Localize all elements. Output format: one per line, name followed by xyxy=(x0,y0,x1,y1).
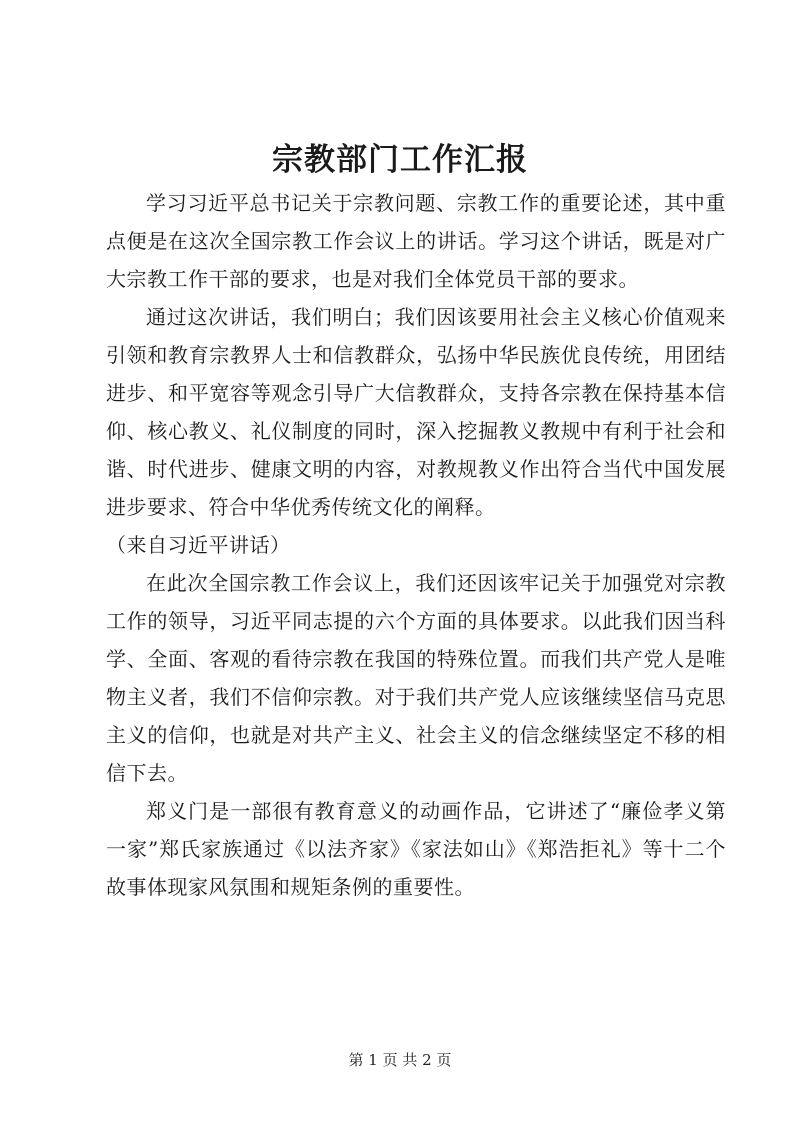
document-body xyxy=(106,184,726,906)
document-title: 宗教部门工作汇报 xyxy=(272,142,528,178)
paragraph-2: 通过这次讲话，我们明白；我们因该要用社会主义核心价值观来引领和教育宗教界人士和信教群众，弘扬中华民族优良传统，用团结进步、和平宽容等观念引导广大信教群众，支持各宗教在保持基本信仰、核心教义、礼仪制度的同时，深入挖掘教义教规中有利于社会和谐、时代进步、健康文明的内容，对教规教义作出符合当代中国发展进步要求、符合中华优秀传统文化的阐释。 xyxy=(106,305,726,519)
paragraph-3: 在此次全国宗教工作会议上，我们还因该牢记关于加强党对宗教工作的领导，习近平同志提的六个方面的具体要求。以此我们因当科学、全面、客观的看待宗教在我国的特殊位置。而我们共产党人是唯物主义者，我们不信仰宗教。对于我们共产党人应该继续坚信马克思主义的信仰，也就是对共产主义、社会主义的信念继续坚定不移的相信下去。 xyxy=(106,571,726,785)
paragraph-source-note: （来自习近平讲话） xyxy=(106,533,291,557)
paragraph-1: 学习习近平总书记关于宗教问题、宗教工作的重要论述，其中重点便是在这次全国宗教工作会议上的讲话。学习这个讲话，既是对广大宗教工作干部的要求，也是对我们全体党员干部的要求。 xyxy=(106,191,726,291)
paragraph-4: 郑义门是一部很有教育意义的动画作品，它讲述了“廉俭孝义第一家”郑氏家族通过《以法齐家》《家法如山》《郑浩拒礼》等十二个故事体现家风氛围和规矩条例的重要性。 xyxy=(106,799,726,899)
page-number-footer: 第 1 页 共 2 页 xyxy=(348,1051,452,1069)
